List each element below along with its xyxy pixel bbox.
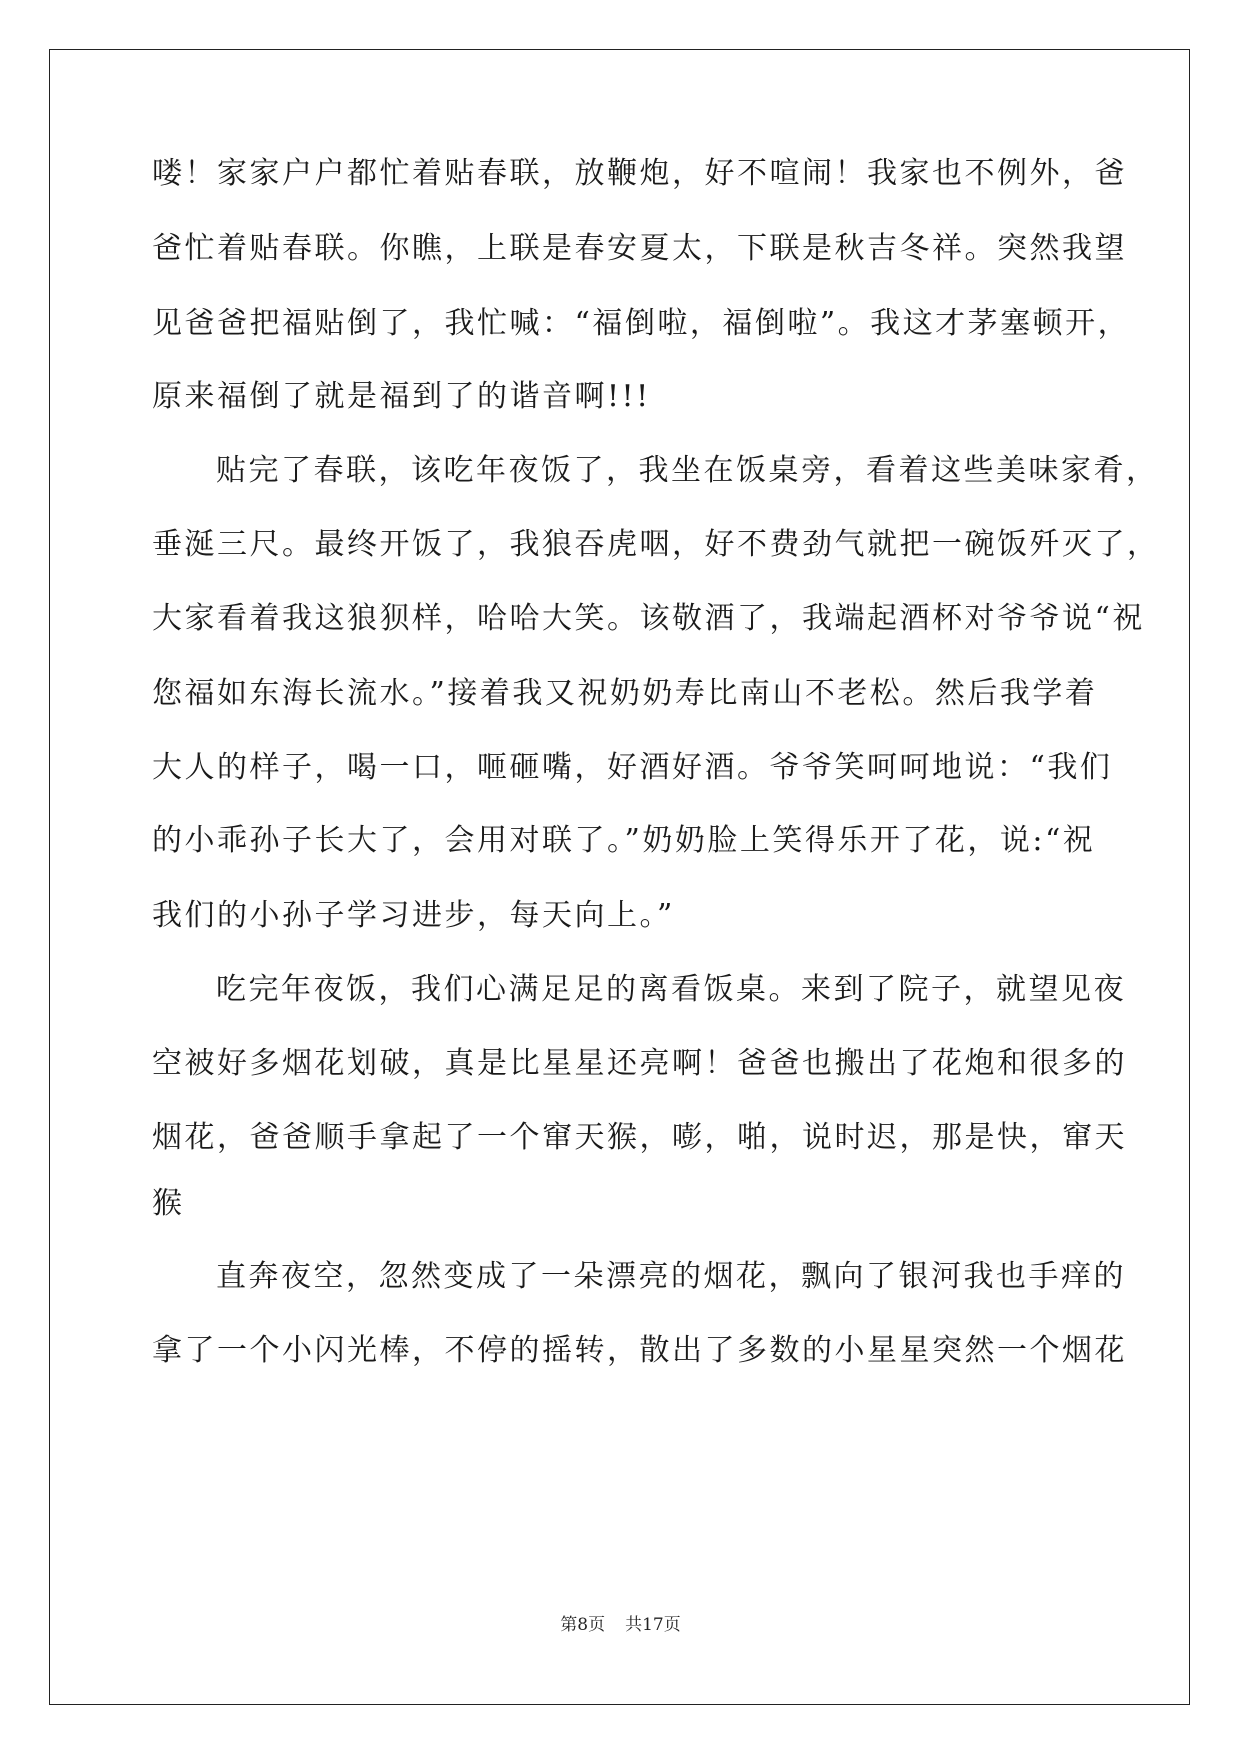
text-line: 吃完年夜饭，我们心满足足的离看饭桌。来到了院子，就望见夜	[216, 972, 1126, 1007]
text-line: 空被好多烟花划破，真是比星星还亮啊！爸爸也搬出了花炮和很多的	[152, 1046, 1127, 1081]
page-number-current: 第8页	[560, 1615, 606, 1635]
text-line: 贴完了春联，该吃年夜饭了，我坐在饭桌旁，看着这些美味家肴，	[216, 453, 1159, 488]
text-line: 垂涎三尺。最终开饭了，我狼吞虎咽，好不费劲气就把一碗饭歼灭了，	[152, 527, 1160, 562]
text-line: 爸忙着贴春联。你瞧，上联是春安夏太，下联是秋吉冬祥。突然我望	[152, 231, 1127, 266]
text-line: 见爸爸把福贴倒了，我忙喊：“福倒啦，福倒啦”。我这才茅塞顿开，	[152, 306, 1131, 341]
text-line: 大家看着我这狼狈样，哈哈大笑。该敬酒了，我端起酒杯对爷爷说“祝	[152, 601, 1145, 636]
page-number-total: 共17页	[625, 1615, 681, 1635]
text-line: 拿了一个小闪光棒，不停的摇转，散出了多数的小星星突然一个烟花	[152, 1333, 1127, 1368]
text-line: 的小乖孙子长大了，会用对联了。”奶奶脸上笑得乐开了花，说:“祝	[152, 823, 1096, 858]
text-line: 您福如东海长流水。”接着我又祝奶奶寿比南山不老松。然后我学着	[152, 676, 1098, 711]
text-line: 我们的小孙子学习进步，每天向上。”	[152, 898, 675, 933]
text-line: 大人的样子，喝一口，咂砸嘴，好酒好酒。爷爷笑呵呵地说：“我们	[152, 750, 1113, 785]
text-line: 直奔夜空，忽然变成了一朵漂亮的烟花，飘向了银河我也手痒的	[216, 1259, 1126, 1294]
text-line: 原来福倒了就是福到了的谐音啊!!!	[152, 379, 651, 414]
text-line: 烟花，爸爸顺手拿起了一个窜天猴，嘭，啪，说时迟，那是快，窜天	[152, 1120, 1127, 1155]
page-border	[49, 49, 1190, 1705]
page-footer	[0, 1614, 1241, 1636]
text-line: 猴	[152, 1186, 185, 1221]
text-line: 喽！家家户户都忙着贴春联，放鞭炮，好不喧闹！我家也不例外，爸	[152, 156, 1127, 191]
